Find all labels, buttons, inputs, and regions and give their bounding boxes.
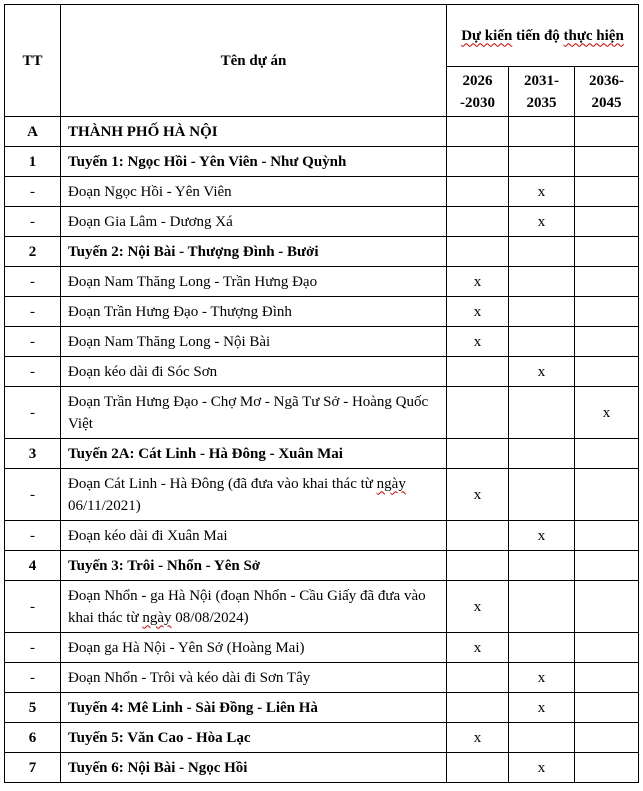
row-period-2-mark: x: [509, 663, 575, 693]
header-schedule-part3: thực hiện: [563, 27, 624, 44]
row-project-name: Đoạn Nhổn - ga Hà Nội (đoạn Nhổn - Cầu Giấy đã đưa vào khai thác từ ngày 08/08/2024): [61, 581, 447, 633]
header-schedule: [447, 5, 639, 67]
row-period-3-mark: [575, 117, 639, 147]
row-project-name: Đoạn Trần Hưng Đạo - Thượng Đình: [61, 297, 447, 327]
row-project-name: Đoạn Ngọc Hồi - Yên Viên: [61, 177, 447, 207]
table-row: [5, 117, 639, 147]
row-period-3-mark: [575, 297, 639, 327]
table-row: [5, 753, 639, 783]
row-tt: 4: [5, 551, 61, 581]
row-period-2-mark: [509, 267, 575, 297]
row-tt: 2: [5, 237, 61, 267]
row-period-3-mark: [575, 327, 639, 357]
row-tt: 7: [5, 753, 61, 783]
row-period-2-mark: [509, 633, 575, 663]
row-period-3-mark: [575, 439, 639, 469]
row-period-1-mark: [447, 237, 509, 267]
table-row: [5, 723, 639, 753]
row-period-3-mark: [575, 177, 639, 207]
header-period-2026: 2026 -2030: [447, 67, 509, 117]
row-period-1-mark: [447, 357, 509, 387]
row-project-name: Đoạn Cát Linh - Hà Đông (đã đưa vào khai thác từ ngày 06/11/2021): [61, 469, 447, 521]
row-tt: A: [5, 117, 61, 147]
table-row: [5, 439, 639, 469]
row-period-1-mark: [447, 663, 509, 693]
row-period-1-mark: x: [447, 581, 509, 633]
header-tt: TT: [5, 5, 61, 117]
row-period-3-mark: [575, 147, 639, 177]
row-period-1-mark: [447, 177, 509, 207]
row-period-2-mark: x: [509, 357, 575, 387]
row-period-2-mark: [509, 387, 575, 439]
header-schedule-part1: Dự kiến: [461, 27, 513, 44]
row-period-2-mark: [509, 439, 575, 469]
row-tt: -: [5, 177, 61, 207]
row-period-2-mark: [509, 327, 575, 357]
table-row: [5, 297, 639, 327]
row-project-name: Tuyến 4: Mê Linh - Sài Đồng - Liên Hà: [61, 693, 447, 723]
row-project-name: Tuyến 2: Nội Bài - Thượng Đình - Bưởi: [61, 237, 447, 267]
row-tt: -: [5, 267, 61, 297]
row-period-3-mark: [575, 521, 639, 551]
row-period-3-mark: [575, 723, 639, 753]
row-tt: -: [5, 663, 61, 693]
row-tt: -: [5, 207, 61, 237]
row-period-3-mark: [575, 237, 639, 267]
row-period-3-mark: [575, 207, 639, 237]
row-period-1-mark: [447, 521, 509, 551]
row-project-name: Đoạn Nhổn - Trôi và kéo dài đi Sơn Tây: [61, 663, 447, 693]
row-period-3-mark: [575, 581, 639, 633]
row-project-name: Tuyến 5: Văn Cao - Hòa Lạc: [61, 723, 447, 753]
row-period-2-mark: [509, 551, 575, 581]
table-row: [5, 551, 639, 581]
header-period-2036: 2036- 2045: [575, 67, 639, 117]
row-period-1-mark: x: [447, 633, 509, 663]
table-row: [5, 581, 639, 633]
row-project-name: Đoạn ga Hà Nội - Yên Sở (Hoàng Mai): [61, 633, 447, 663]
row-period-1-mark: [447, 147, 509, 177]
project-schedule-table: [4, 4, 639, 783]
row-period-2-mark: x: [509, 693, 575, 723]
table-row: [5, 207, 639, 237]
row-period-1-mark: [447, 753, 509, 783]
row-period-2-mark: x: [509, 753, 575, 783]
header-period-2031: 2031- 2035: [509, 67, 575, 117]
row-period-3-mark: [575, 633, 639, 663]
row-project-name: Tuyến 2A: Cát Linh - Hà Đông - Xuân Mai: [61, 439, 447, 469]
row-tt: -: [5, 633, 61, 663]
row-tt: 3: [5, 439, 61, 469]
row-period-2-mark: [509, 469, 575, 521]
row-period-3-mark: [575, 663, 639, 693]
row-period-3-mark: [575, 267, 639, 297]
row-period-1-mark: x: [447, 723, 509, 753]
row-period-1-mark: x: [447, 469, 509, 521]
row-period-2-mark: x: [509, 207, 575, 237]
table-row: [5, 693, 639, 723]
row-tt: -: [5, 297, 61, 327]
row-project-name: Đoạn Trần Hưng Đạo - Chợ Mơ - Ngã Tư Sở - Hoàng Quốc Việt: [61, 387, 447, 439]
row-period-3-mark: [575, 357, 639, 387]
row-tt: -: [5, 581, 61, 633]
row-tt: -: [5, 469, 61, 521]
row-period-2-mark: [509, 117, 575, 147]
table-row: [5, 387, 639, 439]
row-period-1-mark: x: [447, 297, 509, 327]
row-tt: -: [5, 357, 61, 387]
table-row: [5, 267, 639, 297]
row-period-2-mark: [509, 237, 575, 267]
table-row: [5, 237, 639, 267]
table-row: [5, 147, 639, 177]
row-period-1-mark: [447, 693, 509, 723]
row-period-1-mark: [447, 387, 509, 439]
row-project-name: Đoạn Gia Lâm - Dương Xá: [61, 207, 447, 237]
row-project-name: Tuyến 1: Ngọc Hồi - Yên Viên - Như Quỳnh: [61, 147, 447, 177]
row-project-name: Đoạn Nam Thăng Long - Nội Bài: [61, 327, 447, 357]
row-period-1-mark: x: [447, 327, 509, 357]
table-row: [5, 633, 639, 663]
header-project-name: Tên dự án: [61, 5, 447, 117]
row-period-1-mark: x: [447, 267, 509, 297]
row-period-3-mark: [575, 551, 639, 581]
row-period-1-mark: [447, 117, 509, 147]
row-project-name: Tuyến 6: Nội Bài - Ngọc Hồi: [61, 753, 447, 783]
row-tt: 6: [5, 723, 61, 753]
row-project-name: Đoạn Nam Thăng Long - Trần Hưng Đạo: [61, 267, 447, 297]
table-row: [5, 177, 639, 207]
row-period-2-mark: [509, 147, 575, 177]
table-row: [5, 663, 639, 693]
row-project-name: THÀNH PHỐ HÀ NỘI: [61, 117, 447, 147]
row-period-2-mark: [509, 297, 575, 327]
table-row: [5, 357, 639, 387]
row-period-3-mark: x: [575, 387, 639, 439]
row-tt: 1: [5, 147, 61, 177]
row-period-2-mark: [509, 581, 575, 633]
row-project-name: Đoạn kéo dài đi Sóc Sơn: [61, 357, 447, 387]
row-project-name: Đoạn kéo dài đi Xuân Mai: [61, 521, 447, 551]
row-period-2-mark: [509, 723, 575, 753]
row-tt: -: [5, 387, 61, 439]
header-schedule-part2: tiến độ: [512, 27, 564, 44]
table-row: [5, 521, 639, 551]
row-period-3-mark: [575, 753, 639, 783]
row-period-2-mark: x: [509, 177, 575, 207]
row-period-3-mark: [575, 693, 639, 723]
row-tt: 5: [5, 693, 61, 723]
row-period-1-mark: [447, 551, 509, 581]
table-row: [5, 469, 639, 521]
row-period-1-mark: [447, 439, 509, 469]
row-tt: -: [5, 327, 61, 357]
row-period-2-mark: x: [509, 521, 575, 551]
row-tt: -: [5, 521, 61, 551]
row-period-3-mark: [575, 469, 639, 521]
row-project-name: Tuyến 3: Trôi - Nhổn - Yên Sở: [61, 551, 447, 581]
row-period-1-mark: [447, 207, 509, 237]
table-row: [5, 327, 639, 357]
